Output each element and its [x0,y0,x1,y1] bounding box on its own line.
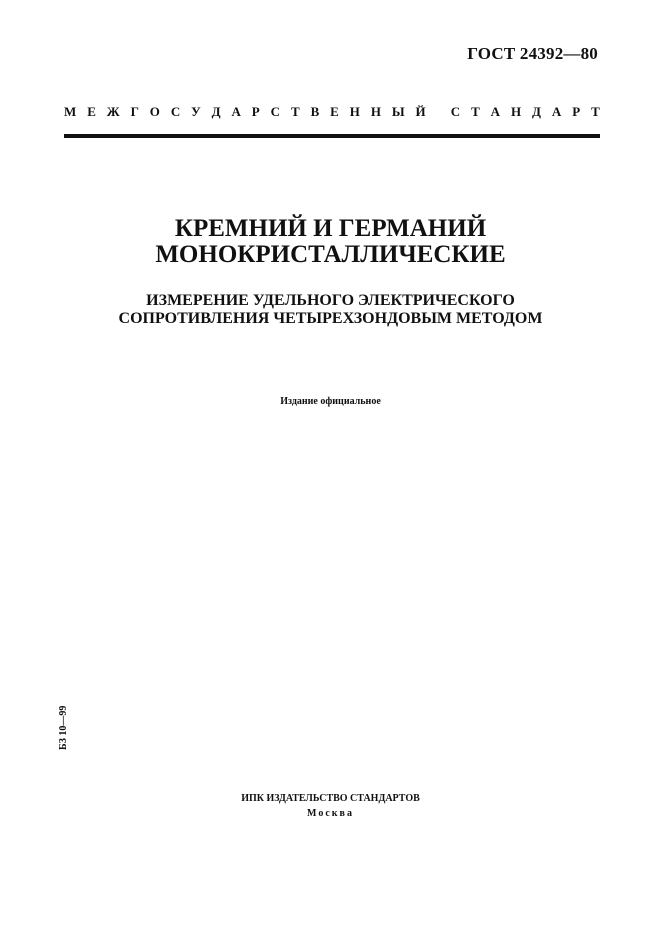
heading-letter: Е [87,104,96,119]
heading-letter: С [450,104,461,119]
document-subtitle [0,292,661,328]
heading-letter: Н [349,104,360,119]
heading-letter: У [191,104,201,119]
heading-letter: О [149,104,160,119]
word-gap [437,104,440,120]
heading-letter: Е [330,104,339,119]
document-title [0,216,661,268]
subtitle-line-1: ИЗМЕРЕНИЕ УДЕЛЬНОГО ЭЛЕКТРИЧЕСКОГО [146,292,515,309]
heading-letter: А [231,104,241,119]
heading-letter: Н [510,104,522,119]
heading-letter: Т [471,104,480,119]
heading-letter: Ы [391,104,405,119]
heading-letter: С [170,104,181,119]
heading-letter: Г [130,104,139,119]
heading-letter: Н [370,104,381,119]
edition-note: Издание официальное [280,396,381,407]
heading-letter: Р [572,104,581,119]
side-code: БЗ 10—99 [58,705,69,750]
heading-letter: М [64,104,77,119]
document-number: ГОСТ 24392—80 [467,44,598,63]
header-rule [64,134,600,138]
title-line-2: МОНОКРИСТАЛЛИЧЕСКИЕ [155,241,506,268]
heading-letter: Й [415,104,426,119]
heading-letter: Т [290,104,300,119]
standard-type-heading [64,104,600,120]
heading-letter: Р [251,104,260,119]
heading-letter: Д [532,104,541,119]
publisher-city: Москва [307,808,354,819]
heading-letter: А [490,104,501,119]
heading-letter: С [270,104,281,119]
heading-letter: А [551,104,562,119]
heading-letter: Д [211,104,221,119]
title-line-1: КРЕМНИЙ И ГЕРМАНИЙ [174,215,487,242]
heading-letter: В [310,104,320,119]
heading-letter: Т [591,104,600,119]
subtitle-line-2: СОПРОТИВЛЕНИЯ ЧЕТЫРЕХЗОНДОВЫМ МЕТОДОМ [118,310,543,327]
publisher-name: ИПК ИЗДАТЕЛЬСТВО СТАНДАРТОВ [241,793,420,804]
heading-letter: Ж [106,104,120,119]
